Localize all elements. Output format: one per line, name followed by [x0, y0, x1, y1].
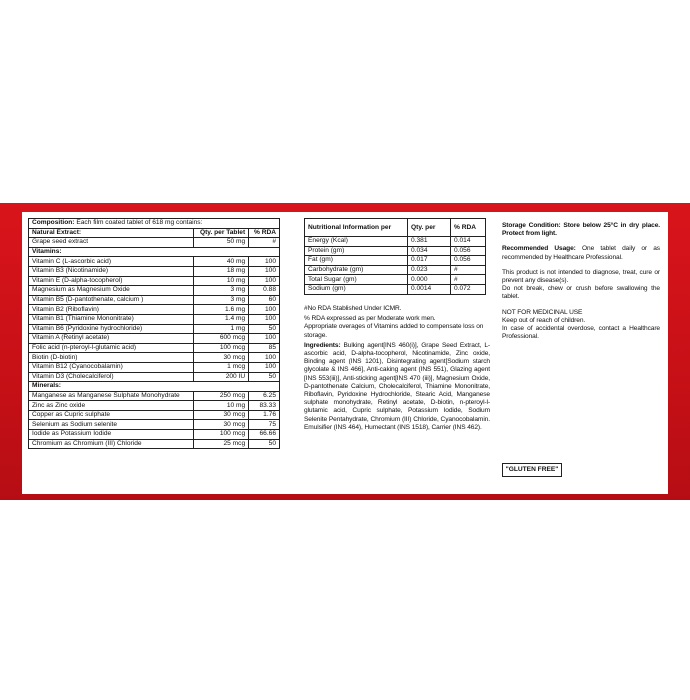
- composition-header-row: [29, 228, 280, 238]
- nutrient-name: Energy (Kcal): [305, 237, 408, 247]
- ingredient-name: Copper as Cupric sulphate: [29, 410, 194, 420]
- nutrition-header-rda: % RDA: [451, 219, 486, 237]
- ingredient-name: Manganese as Manganese Sulphate Monohydrate: [29, 391, 194, 401]
- ingredient-name: Vitamin B12 (Cyanocobalamin): [29, 362, 194, 372]
- mineral-row: [29, 391, 280, 401]
- header-qty: Qty. per Tablet: [193, 228, 249, 238]
- do-not-break-text: Do not break, chew or crush before swallowing the tablet.: [502, 285, 660, 301]
- vitamins-section-title-row: [29, 247, 280, 257]
- ingredient-qty: 100 mcg: [193, 343, 249, 353]
- ingredient-rda: 1.76: [249, 410, 280, 420]
- ingredient-rda: #: [249, 238, 280, 248]
- ingredient-name: Vitamin A (Retinyl acetate): [29, 334, 194, 344]
- ingredient-rda: 75: [249, 420, 280, 430]
- nutrition-header-qty: Qty. per: [408, 219, 451, 237]
- ingredient-qty: 30 mcg: [193, 420, 249, 430]
- nutrient-name: Protein (gm): [305, 246, 408, 256]
- ingredient-rda: 100: [249, 266, 280, 276]
- ingredient-name: Biotin (D-biotin): [29, 353, 194, 363]
- nutrition-row: [305, 237, 486, 247]
- nutrition-row: [305, 265, 486, 275]
- ingredient-qty: 3 mg: [193, 286, 249, 296]
- nutrition-row: [305, 246, 486, 256]
- overdose-text: In case of accidental overdose, contact a Healthcare Professional.: [502, 325, 660, 341]
- nutrition-row: [305, 284, 486, 294]
- vitamins-section-title: Vitamins:: [29, 247, 280, 257]
- ingredient-rda: 0.88: [249, 286, 280, 296]
- vitamin-row: [29, 266, 280, 276]
- nutrient-rda: #: [451, 275, 486, 285]
- ingredient-qty: 600 mcg: [193, 334, 249, 344]
- ingredient-rda: 6.25: [249, 391, 280, 401]
- mineral-row: [29, 420, 280, 430]
- right-column: [502, 222, 660, 341]
- ingredient-name: Magnesium as Magnesium Oxide: [29, 286, 194, 296]
- ingredient-name: Chromium as Chromium (III) Chloride: [29, 439, 194, 449]
- vitamin-row: [29, 286, 280, 296]
- ingredient-qty: 30 mcg: [193, 353, 249, 363]
- ingredient-qty: 1 mcg: [193, 362, 249, 372]
- keep-out-text: Keep out of reach of children.: [502, 316, 586, 324]
- vitamin-row: [29, 343, 280, 353]
- ingredient-name: Vitamin B5 (D-pantothenate, calcium ): [29, 295, 194, 305]
- nutrient-name: Carbohydrate (gm): [305, 265, 408, 275]
- disclaimer-text: This product is not intended to diagnose, treat, cure or prevent any disease(s).: [502, 268, 660, 285]
- ingredient-qty: 3 mg: [193, 295, 249, 305]
- composition-caption-row: [29, 219, 280, 229]
- nutrient-qty: 0.000: [408, 275, 451, 285]
- nutrient-qty: 0.023: [408, 265, 451, 275]
- ingredient-rda: 50: [249, 439, 280, 449]
- ingredient-qty: 30 mcg: [193, 410, 249, 420]
- ingredient-qty: 100 mcg: [193, 430, 249, 440]
- vitamin-row: [29, 257, 280, 267]
- no-rda-note: #No RDA Stablished Under ICMR.: [304, 305, 402, 312]
- ingredient-name: Grape seed extract: [29, 238, 194, 248]
- not-medicinal-text: NOT FOR MEDICINAL USE: [502, 308, 583, 316]
- ingredient-name: Vitamin B6 (Pyridoxine hydrochloride): [29, 324, 194, 334]
- vitamin-row: [29, 324, 280, 334]
- ingredient-rda: 100: [249, 305, 280, 315]
- ingredient-qty: 50 mg: [193, 238, 249, 248]
- vitamin-row: [29, 295, 280, 305]
- nutrient-name: Sodium (gm): [305, 284, 408, 294]
- header-rda: % RDA: [249, 228, 280, 238]
- mineral-row: [29, 439, 280, 449]
- nutrient-qty: 0.0014: [408, 284, 451, 294]
- ingredient-qty: 1.4 mg: [193, 314, 249, 324]
- ingredient-qty: 18 mg: [193, 266, 249, 276]
- ingredient-qty: 250 mcg: [193, 391, 249, 401]
- ingredient-name: Folic acid (n-pteroyl-l-glutamic acid): [29, 343, 194, 353]
- ingredient-qty: 200 IU: [193, 372, 249, 382]
- mineral-row: [29, 430, 280, 440]
- ingredient-name: Zinc as Zinc oxide: [29, 401, 194, 411]
- nutrient-rda: 0.056: [451, 246, 486, 256]
- natural-row: [29, 238, 280, 248]
- vitamin-row: [29, 372, 280, 382]
- overages-note: Appropriate overages of Vitamins added to compensate loss on storage.: [304, 323, 484, 339]
- ingredient-name: Vitamin B1 (Thiamine Mononitrate): [29, 314, 194, 324]
- ingredient-rda: 60: [249, 295, 280, 305]
- nutrient-name: Fat (gm): [305, 256, 408, 266]
- ingredient-rda: 100: [249, 334, 280, 344]
- ingredient-rda: 100: [249, 353, 280, 363]
- nutrient-rda: 0.056: [451, 256, 486, 266]
- ingredient-qty: 10 mg: [193, 276, 249, 286]
- vitamin-row: [29, 334, 280, 344]
- nutrient-rda: 0.072: [451, 284, 486, 294]
- ingredient-qty: 40 mg: [193, 257, 249, 267]
- composition-caption: Composition: Each film coated tablet of 618 mg contains:: [29, 219, 280, 229]
- ingredient-rda: 66.66: [249, 430, 280, 440]
- header-natural-extract: Natural Extract:: [29, 228, 194, 238]
- nutrition-row: [305, 256, 486, 266]
- nutrient-rda: #: [451, 265, 486, 275]
- vitamin-row: [29, 314, 280, 324]
- ingredient-qty: 1.6 mg: [193, 305, 249, 315]
- notes-block: [304, 305, 490, 434]
- ingredient-rda: 50: [249, 324, 280, 334]
- storage-condition: Storage Condition: Store below 25°C in dry place. Protect from light.: [502, 222, 660, 238]
- nutrient-qty: 0.381: [408, 237, 451, 247]
- nutrition-row: [305, 275, 486, 285]
- mineral-row: [29, 401, 280, 411]
- vitamin-row: [29, 305, 280, 315]
- mineral-row: [29, 410, 280, 420]
- ingredient-name: Vitamin D3 (Cholecalciferol): [29, 372, 194, 382]
- ingredients-text: Ingredients: Bulking agent[INS 460(i)], Grape Seed Extract, L-ascorbic acid, D-alpha-tocopherol, Nicotinamide, Zinc oxide, Binding agent (INS 1201), Disintegrating agent[Sodium starch glycolate & INS 466], Anti-caking agent (INS 551), Glazing agent [INS 553(iii)], Anti-sticking agent[INS 470 (iii)], Magnesium Oxide, D-pantothenate Calcium, Cholecalciferol, Thiamine Mononitrate, Riboflavin, Pyridoxine Hydrochloride, Stearic Acid, Manganese sulphate monohydrate, Retinyl acetate, D-biotin, n-pteroyl-l-glutamic acid, Cupric sulphate, Potassium Iodide, Sodium Selenite Pentahydrate, Chromium (III) Chloride, Cyanocobalamin. Emulsifier (INS 464), Humectant (INS 1518), Carrier (INS 462).: [304, 341, 490, 431]
- ingredient-rda: 100: [249, 314, 280, 324]
- minerals-section-title: Minerals:: [29, 382, 280, 392]
- ingredient-name: Vitamin E (D-alpha-tocopherol): [29, 276, 194, 286]
- ingredient-qty: 1 mg: [193, 324, 249, 334]
- ingredient-name: Iodide as Potassium Iodide: [29, 430, 194, 440]
- vitamin-row: [29, 353, 280, 363]
- ingredient-qty: 25 mcg: [193, 439, 249, 449]
- nutrient-name: Total Sugar (gm): [305, 275, 408, 285]
- nutrition-table: [304, 218, 486, 295]
- nutrient-qty: 0.017: [408, 256, 451, 266]
- composition-table: [28, 218, 280, 449]
- ingredient-rda: 100: [249, 362, 280, 372]
- ingredient-rda: 100: [249, 276, 280, 286]
- ingredient-rda: 100: [249, 257, 280, 267]
- recommended-usage: Recommended Usage: One tablet daily or as recommended by Healthcare Professional.: [502, 245, 660, 261]
- nutrition-header-row: [305, 219, 486, 237]
- gluten-free-badge: "GLUTEN FREE": [502, 463, 562, 477]
- vitamin-row: [29, 362, 280, 372]
- vitamin-row: [29, 276, 280, 286]
- ingredient-name: Vitamin B2 (Riboflavin): [29, 305, 194, 315]
- minerals-section-title-row: [29, 382, 280, 392]
- ingredient-rda: 50: [249, 372, 280, 382]
- ingredient-name: Selenium as Sodium selenite: [29, 420, 194, 430]
- ingredient-qty: 10 mg: [193, 401, 249, 411]
- rda-basis-note: % RDA expressed as per Moderate work men.: [304, 315, 436, 323]
- nutrient-qty: 0.034: [408, 246, 451, 256]
- nutrition-header-label: Nutritional Information per: [305, 219, 408, 237]
- ingredient-rda: 85: [249, 343, 280, 353]
- nutrient-rda: 0.014: [451, 237, 486, 247]
- ingredient-name: Vitamin B3 (Nicotinamide): [29, 266, 194, 276]
- ingredient-name: Vitamin C (L-ascorbic acid): [29, 257, 194, 267]
- ingredient-rda: 83.33: [249, 401, 280, 411]
